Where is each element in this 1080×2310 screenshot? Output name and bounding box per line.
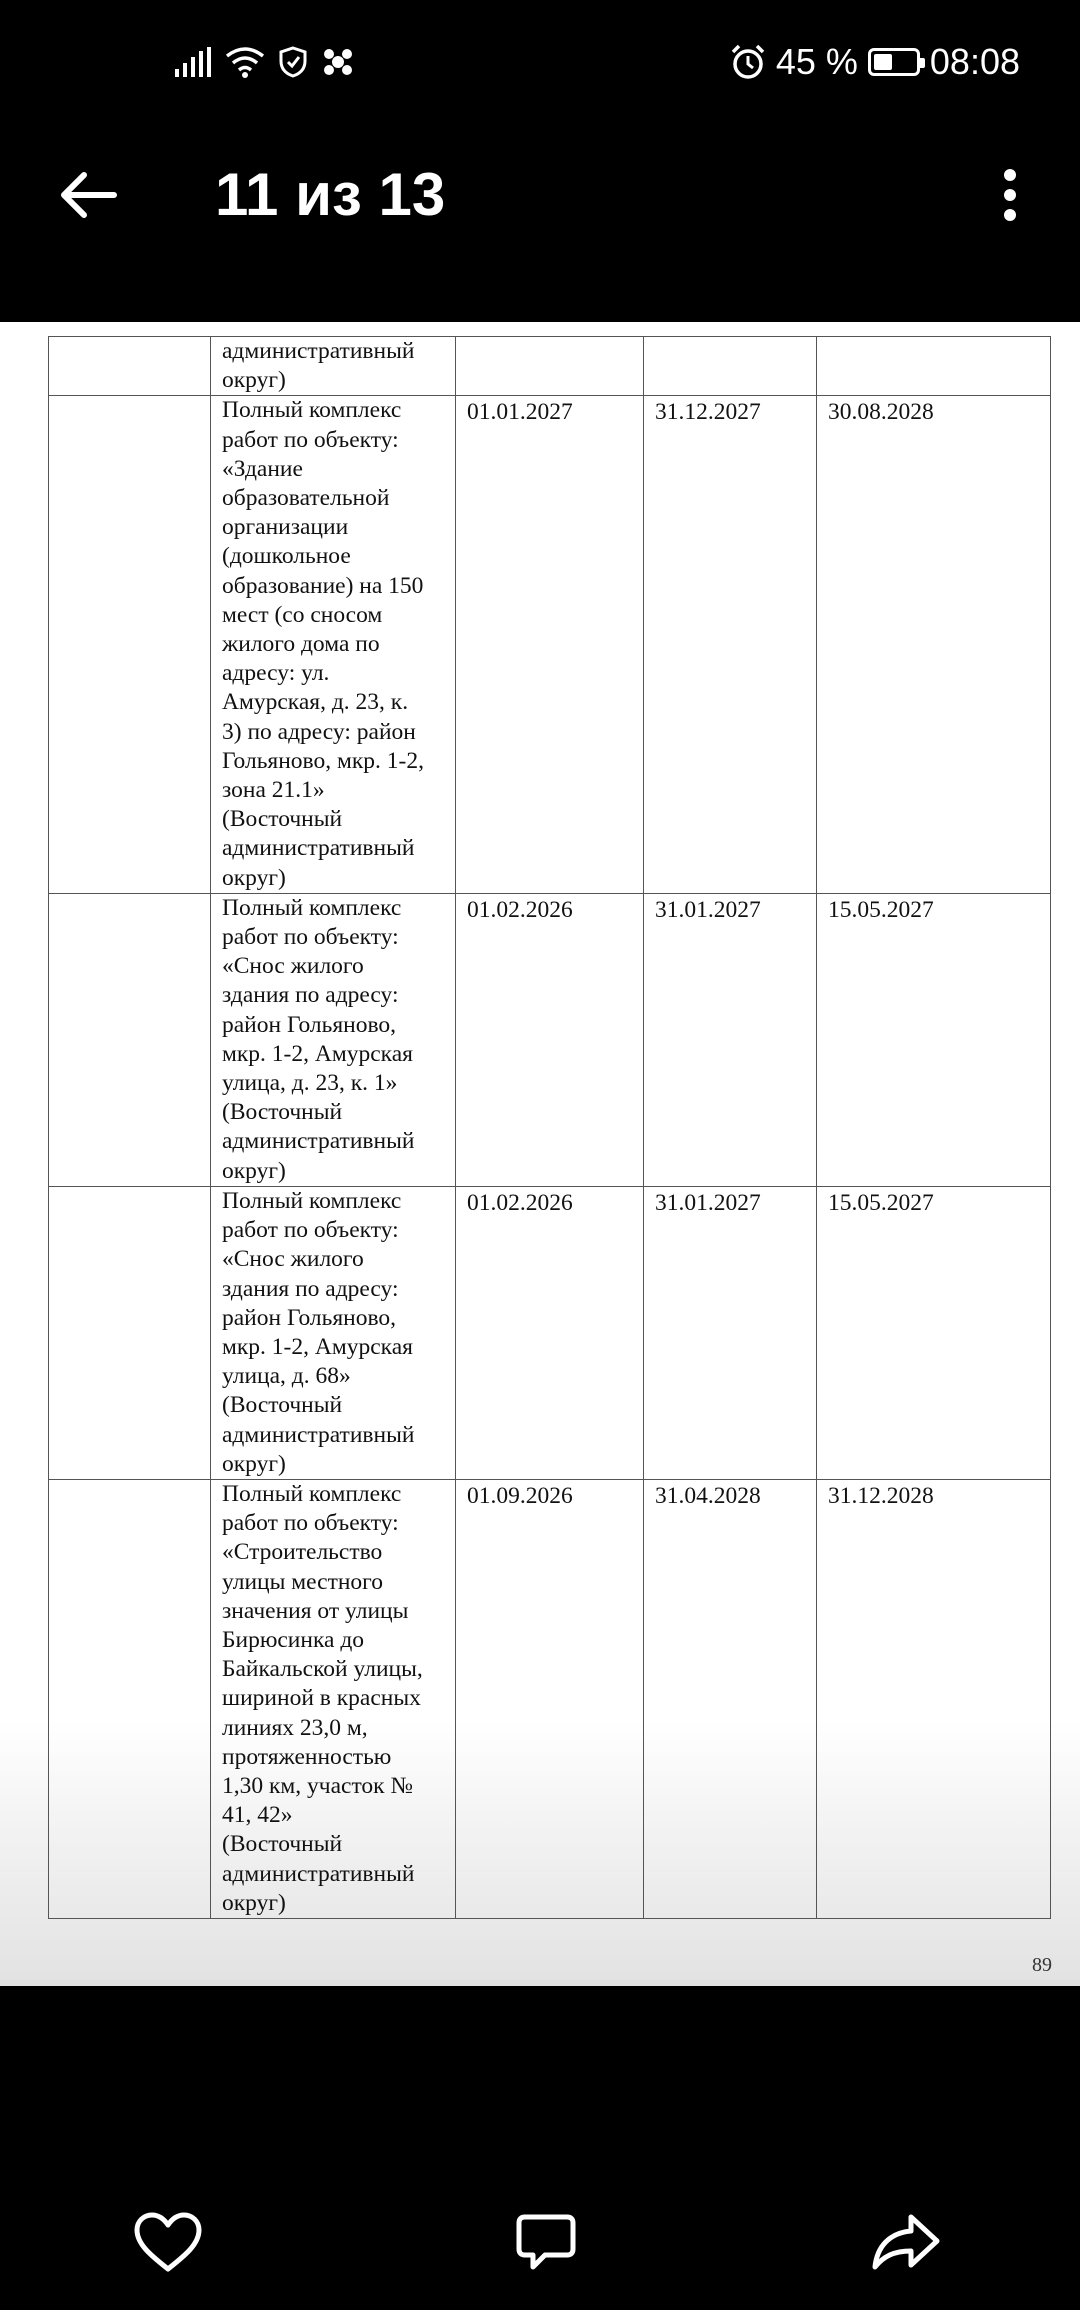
table-cell xyxy=(644,337,817,396)
alarm-icon xyxy=(730,44,766,80)
table-cell xyxy=(49,337,211,396)
share-icon xyxy=(871,2213,941,2271)
table-cell: 31.12.2028 xyxy=(817,1479,1051,1918)
table-cell: Полный комплекс работ по объекту: «Здание образовательной организации (дошкольное образование) на 150 мест (со сносом жилого дома по адресу: ул. Амурская, д. 23, к. 3) по адресу: район Гольяново, мкр. 1-2, зона 21.1» (Восточный административный округ) xyxy=(211,396,456,893)
comment-button[interactable] xyxy=(496,2192,596,2292)
signal-icon xyxy=(175,47,211,77)
arrow-left-icon xyxy=(58,170,118,220)
table-row xyxy=(49,893,1051,1186)
table-cell xyxy=(456,337,644,396)
table-cell: 15.05.2027 xyxy=(817,1186,1051,1479)
table-row xyxy=(49,337,1051,396)
table-cell: 01.02.2026 xyxy=(456,893,644,1186)
table-cell: 31.01.2027 xyxy=(644,1186,817,1479)
app-bar xyxy=(0,125,1080,320)
table-row xyxy=(49,1479,1051,1918)
table-cell: 01.09.2026 xyxy=(456,1479,644,1918)
more-options-button[interactable] xyxy=(980,155,1040,235)
table-cell: Полный комплекс работ по объекту: «Строительство улицы местного значения от улицы Бирюсинка до Байкальской улицы, шириной в красных линиях 23,0 м, протяженностью 1,30 км, участок № 41, 42» (Восточный административный округ) xyxy=(211,1479,456,1918)
table-cell: Полный комплекс работ по объекту: «Снос жилого здания по адресу: район Гольяново, мкр. 1-2, Амурская улица, д. 23, к. 1» (Восточный административный округ) xyxy=(211,893,456,1186)
battery-percent: 45 % xyxy=(775,41,858,82)
document-table xyxy=(48,336,1051,1919)
table-cell xyxy=(49,396,211,893)
table-cell: Полный комплекс работ по объекту: «Снос жилого здания по адресу: район Гольяново, мкр. 1-2, Амурская улица, д. 68» (Восточный административный округ) xyxy=(211,1186,456,1479)
battery-icon xyxy=(868,48,920,76)
wifi-icon xyxy=(225,46,265,78)
battery-level xyxy=(874,54,892,70)
table-cell: административный округ) xyxy=(211,337,456,396)
app-icon xyxy=(321,46,355,78)
table-cell xyxy=(817,337,1051,396)
page-number: 89 xyxy=(1032,1954,1052,1976)
status-icons-right xyxy=(730,40,1020,84)
heart-icon xyxy=(133,2211,203,2273)
table-cell: 15.05.2027 xyxy=(817,893,1051,1186)
more-vertical-icon xyxy=(1002,169,1018,221)
table-cell: 31.04.2028 xyxy=(644,1479,817,1918)
status-bar xyxy=(0,0,1080,125)
shield-icon xyxy=(279,46,307,78)
table-cell: 01.02.2026 xyxy=(456,1186,644,1479)
table-cell xyxy=(49,1479,211,1918)
table-cell: 31.01.2027 xyxy=(644,893,817,1186)
share-button[interactable] xyxy=(856,2192,956,2292)
bottom-action-bar xyxy=(0,2180,1080,2300)
table-cell: 30.08.2028 xyxy=(817,396,1051,893)
table-row xyxy=(49,1186,1051,1479)
table-row xyxy=(49,396,1051,893)
page-counter-title: 11 из 13 xyxy=(215,161,446,228)
table-cell: 31.12.2027 xyxy=(644,396,817,893)
like-button[interactable] xyxy=(118,2192,218,2292)
comment-icon xyxy=(515,2211,577,2273)
document-page[interactable] xyxy=(0,322,1080,1986)
table-cell xyxy=(49,893,211,1186)
table-cell xyxy=(49,1186,211,1479)
table-cell: 01.01.2027 xyxy=(456,396,644,893)
back-button[interactable] xyxy=(48,155,128,235)
clock: 08:08 xyxy=(929,41,1020,82)
status-icons-left xyxy=(175,40,355,84)
